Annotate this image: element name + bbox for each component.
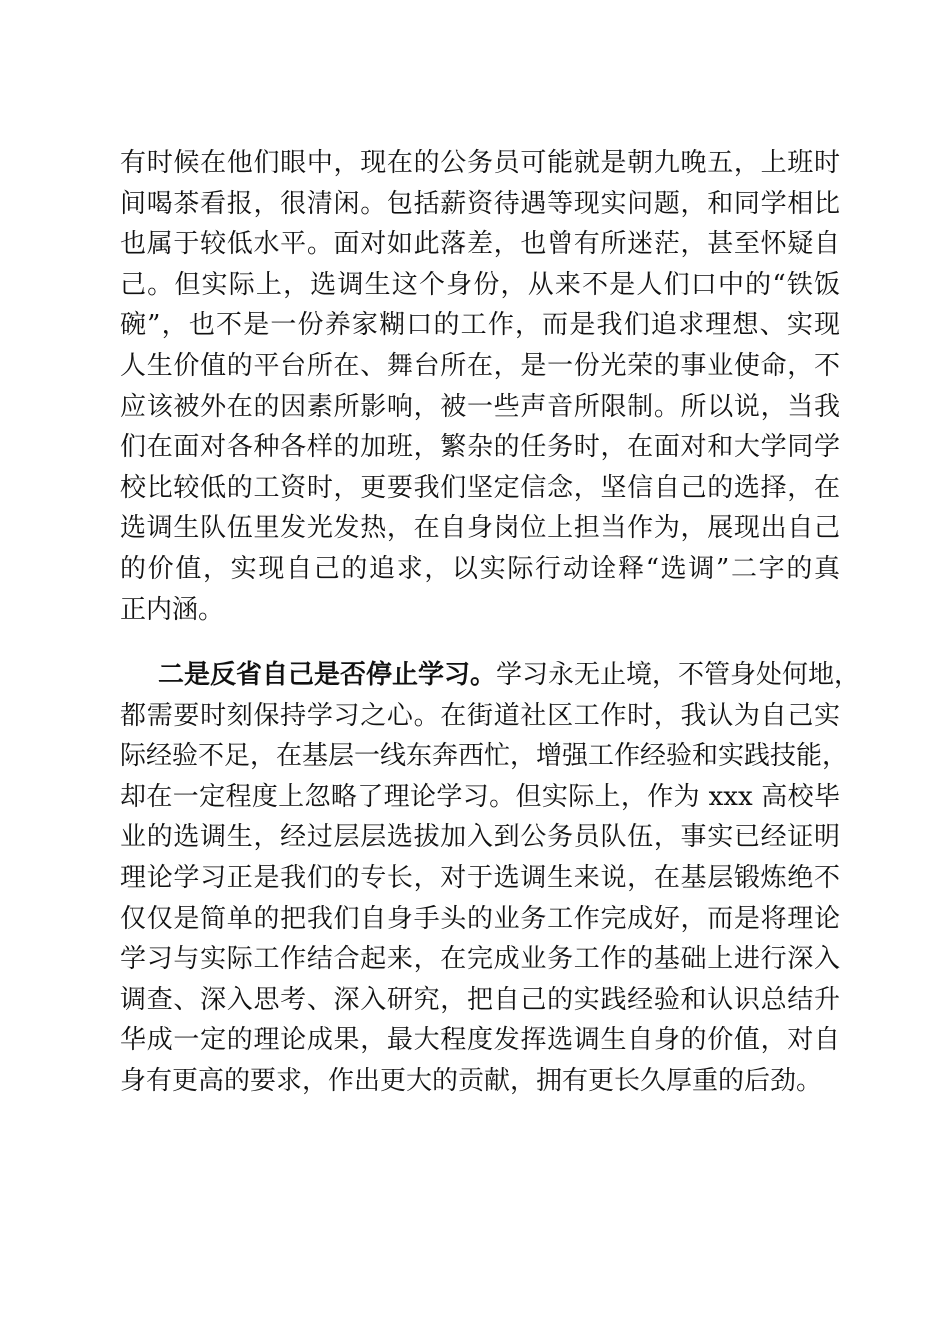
paragraph-line-rest: 学习永无止境，不管身处何地， xyxy=(496,660,861,690)
paragraph-line: 业的选调生，经过层层选拔加入到公务员队伍，事实已经证明 xyxy=(120,822,840,853)
paragraph-line: 都需要时刻保持学习之心。在街道社区工作时，我认为自己实 xyxy=(120,700,840,731)
paragraph-line: 间喝茶看报，很清闲。包括薪资待遇等现实问题，和同学相比 xyxy=(120,188,840,219)
paragraph-line: 己。但实际上，选调生这个身份，从来不是人们口中的“铁饭 xyxy=(120,269,840,300)
paragraph-line: 们在面对各种各样的加班，繁杂的任务时，在面对和大学同学 xyxy=(120,432,840,463)
paragraph-line: 应该被外在的因素所影响，被一些声音所限制。所以说，当我 xyxy=(120,391,840,422)
paragraph-line: 选调生队伍里发光发热，在自身岗位上担当作为，展现出自己 xyxy=(120,513,840,544)
section-heading: 二是反省自己是否停止学习。 xyxy=(158,660,497,690)
paragraph-2 xyxy=(120,655,861,1102)
paragraph-line: 理论学习正是我们的专长，对于选调生来说，在基层锻炼绝不 xyxy=(120,862,840,893)
paragraph-line: 却在一定程度上忽略了理论学习。但实际上，作为 xxx 高校毕 xyxy=(120,781,840,812)
paragraph-line: 校比较低的工资时，更要我们坚定信念，坚信自己的选择，在 xyxy=(120,472,840,503)
paragraph-line: 身有更高的要求，作出更大的贡献，拥有更长久厚重的后劲。 xyxy=(120,1065,823,1096)
paragraph-line: 也属于较低水平。面对如此落差，也曾有所迷茫，甚至怀疑自 xyxy=(120,229,840,260)
paragraph-line: 人生价值的平台所在、舞台所在，是一份光荣的事业使命，不 xyxy=(120,350,840,381)
paragraph-line: 学习与实际工作结合起来，在完成业务工作的基础上进行深入 xyxy=(120,944,840,975)
paragraph-line: 有时候在他们眼中，现在的公务员可能就是朝九晚五，上班时 xyxy=(120,148,840,178)
paragraph-line: 碗”，也不是一份养家糊口的工作，而是我们追求理想、实现 xyxy=(120,310,840,341)
paragraph-1 xyxy=(120,143,840,630)
paragraph-line: 仅仅是简单的把我们自身手头的业务工作完成好，而是将理论 xyxy=(120,903,840,934)
paragraph-line: 调查、深入思考、深入研究，把自己的实践经验和认识总结升 xyxy=(120,984,840,1015)
paragraph-line: 际经验不足，在基层一线东奔西忙，增强工作经验和实践技能， xyxy=(120,741,849,772)
paragraph-line: 华成一定的理论成果，最大程度发挥选调生自身的价值，对自 xyxy=(120,1025,840,1056)
paragraph-line: 正内涵。 xyxy=(120,594,225,625)
paragraph-line: 的价值，实现自己的追求，以实际行动诠释“选调”二字的真 xyxy=(120,553,840,584)
paragraph-first-line xyxy=(120,655,861,696)
